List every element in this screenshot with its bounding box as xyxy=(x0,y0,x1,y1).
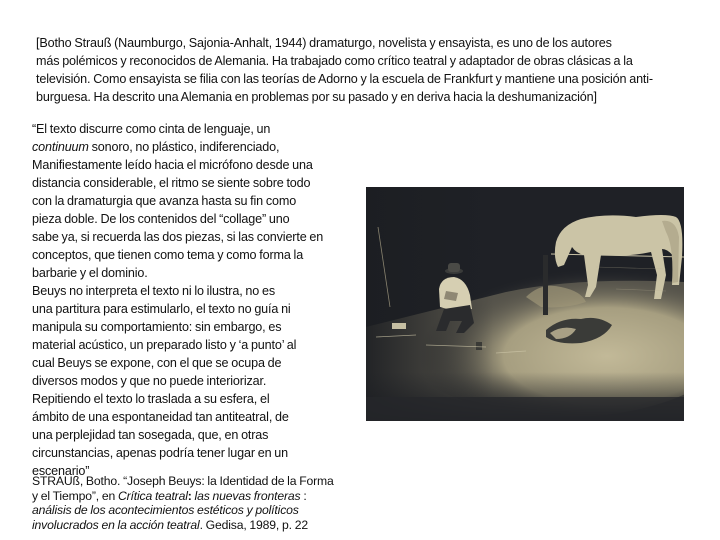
quote-line: con la dramaturgia que avanza hasta su fin como xyxy=(32,194,297,208)
quote-line: ámbito de una espontaneidad tan antiteatral, de xyxy=(32,410,289,424)
quote-line: Repitiendo el texto lo traslada a su esfera, el xyxy=(32,392,270,406)
quote-italic-term: continuum xyxy=(32,140,89,154)
photo-image xyxy=(366,187,684,421)
quote-line: distancia considerable, el ritmo se siente sobre todo xyxy=(32,176,311,190)
citation-colon: : xyxy=(187,488,192,503)
quote-line: sabe ya, si recuerda las dos piezas, si las convierte en xyxy=(32,230,324,244)
citation-book-subtitle: las nuevas fronteras xyxy=(191,488,301,503)
citation-line xyxy=(32,518,372,533)
quote-text: sonoro, no plástico, indiferenciado, xyxy=(88,140,280,154)
quote-line: barbarie y el dominio. xyxy=(32,266,148,280)
performance-photo xyxy=(366,187,684,421)
intro-line: más polémicos y reconocidos de Alemania. Ha trabajado como crítico teatral y adaptador de obras clásicas a la xyxy=(36,54,633,68)
citation-book-subtitle: análisis de los acontecimientos estéticos y políticos xyxy=(32,503,299,518)
citation-book-title: Crítica teatral xyxy=(117,488,188,503)
quote-line: escenario” xyxy=(32,464,90,478)
citation-text: y el Tiempo”, en xyxy=(32,488,118,503)
quote-line xyxy=(32,138,352,156)
quote-line: diversos modos y que no puede interiorizar. xyxy=(32,374,267,388)
citation-line xyxy=(32,489,372,504)
bibliographic-citation xyxy=(32,474,372,532)
quote-line: una partitura para estimularlo, el texto no guía ni xyxy=(32,302,291,316)
intro-line: [Botho Strauß (Naumburgo, Sajonia-Anhalt, 1944) dramaturgo, novelista y ensayista, es uno de los autores xyxy=(36,36,612,50)
quote-block xyxy=(32,120,352,480)
intro-line: burguesa. Ha descrito una Alemania en problemas por su pasado y en deriva hacia la deshumanización] xyxy=(36,90,597,104)
citation-book-subtitle: involucrados en la acción teatral xyxy=(32,517,200,532)
quote-line: pieza doble. De los contenidos del “collage” uno xyxy=(32,212,290,226)
intro-line: televisión. Como ensayista se filia con las teorías de Adorno y la escuela de Frankfurt y mantiene una posición anti- xyxy=(36,72,653,86)
quote-line: circunstancias, apenas podría tener lugar en un xyxy=(32,446,288,460)
quote-line: conceptos, que tienen como tema y como forma la xyxy=(32,248,304,262)
citation-text: : xyxy=(300,488,307,503)
citation-publisher: . Gedisa, 1989, p. 22 xyxy=(199,517,308,532)
quote-line: “El texto discurre como cinta de lenguaje, un xyxy=(32,122,271,136)
quote-line: Beuys no interpreta el texto ni lo ilustra, no es xyxy=(32,284,275,298)
quote-line: manipula su comportamiento: sin embargo, es xyxy=(32,320,282,334)
quote-line: material acústico, un preparado listo y ‘a punto’ al xyxy=(32,338,297,352)
citation-line xyxy=(32,503,372,518)
quote-line: una perplejidad tan sosegada, que, en otras xyxy=(32,428,269,442)
quote-line: Manifiestamente leído hacia el micrófono desde una xyxy=(32,158,313,172)
citation-line: STRAUß, Botho. “Joseph Beuys: la Identidad de la Forma xyxy=(32,474,334,488)
author-intro-paragraph xyxy=(36,34,708,106)
quote-line: cual Beuys se expone, con el que se ocupa de xyxy=(32,356,282,370)
